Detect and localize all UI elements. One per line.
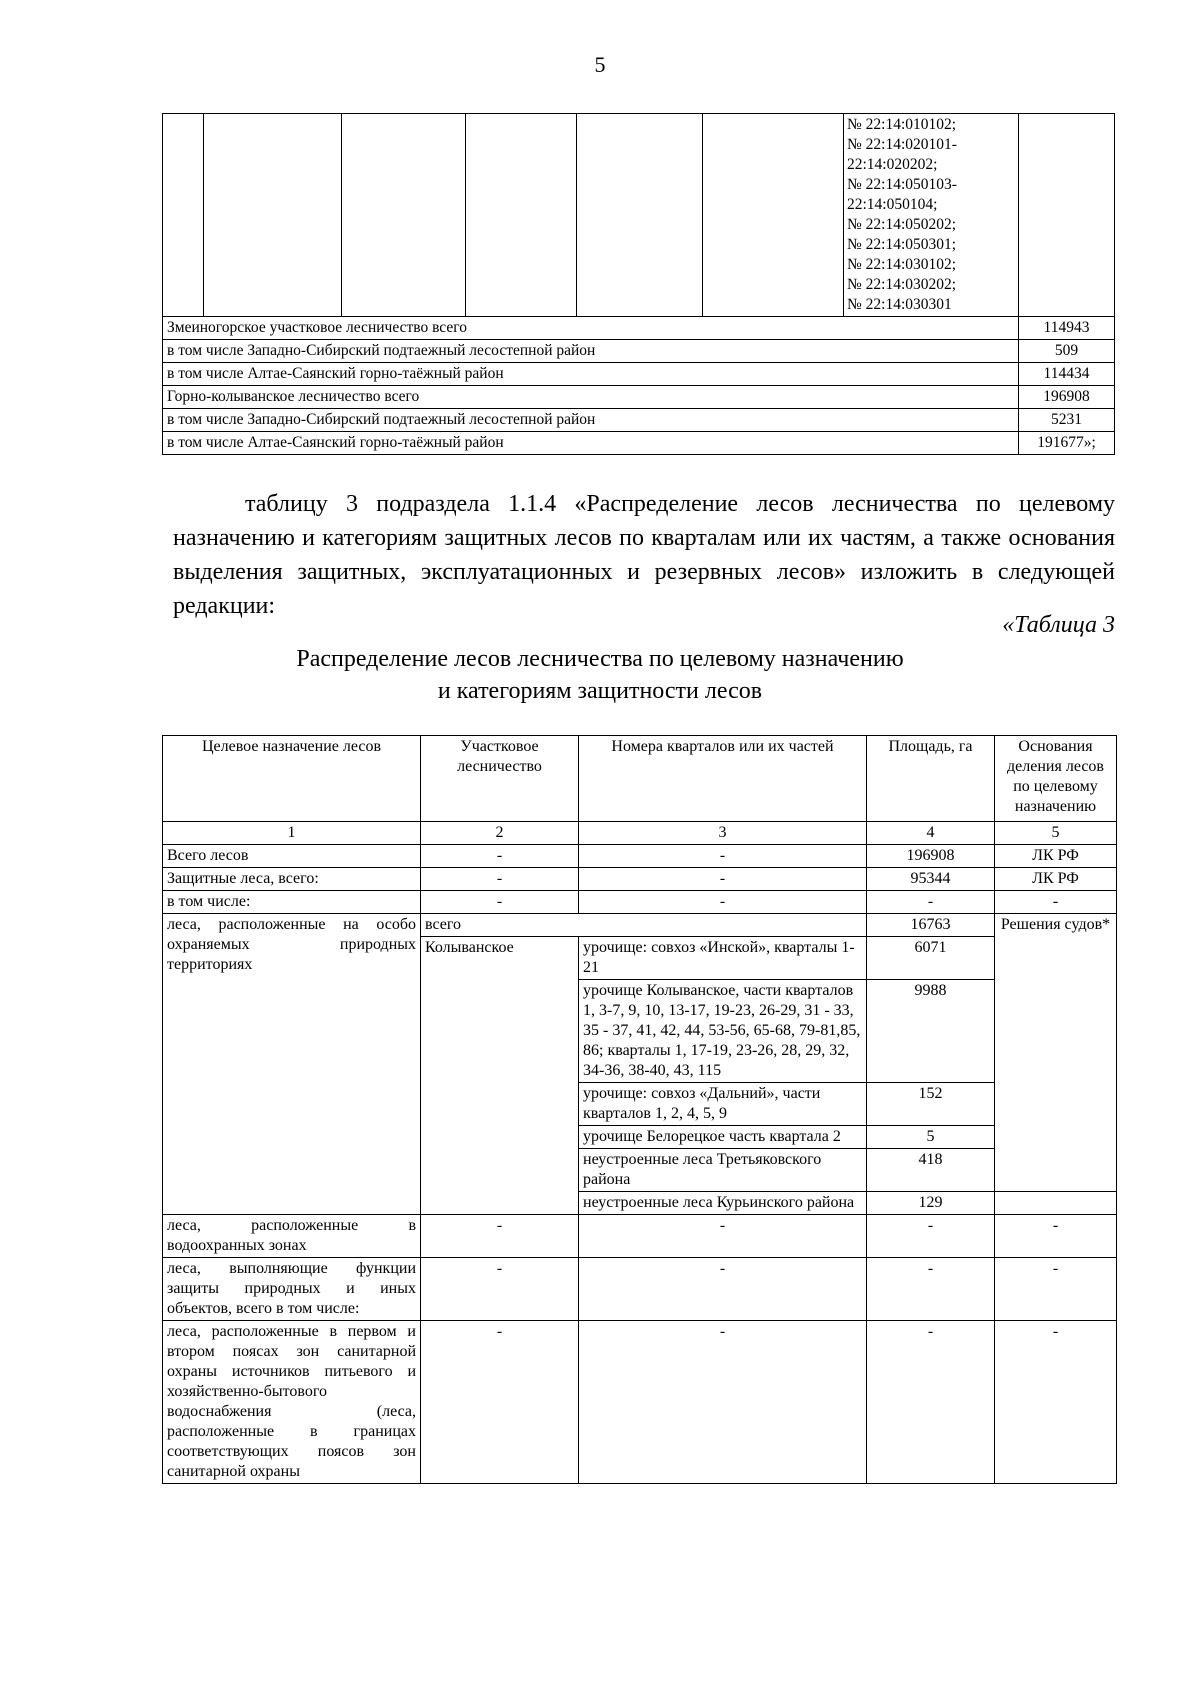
table-row	[163, 868, 1117, 891]
column-number: 2	[421, 822, 579, 845]
cell: -	[421, 891, 579, 914]
quarters-cell: урочище Колыванское, части кварталов 1, 3-7, 9, 10, 13-17, 19-23, 26-29, 31 - 33, 35 - 37, 41, 42, 44, 53-56, 65-68, 79-81,85, 86; кварталы 1, 17-19, 23-26, 28, 29, 32, 34-36, 38-40, 43, 115	[579, 980, 867, 1083]
quarters-cell: урочище: совхоз «Дальний», части кварталов 1, 2, 4, 5, 9	[579, 1083, 867, 1126]
cadastral-number: № 22:14:050301;	[847, 236, 957, 253]
cell: -	[421, 1215, 579, 1258]
column-number: 4	[867, 822, 995, 845]
column-header: Основания деления лесов по целевому назначению	[995, 736, 1117, 822]
area-cell: 6071	[867, 937, 995, 980]
table-row	[163, 432, 1115, 455]
basis-cell: ЛК РФ	[995, 868, 1117, 891]
table-row	[163, 340, 1115, 363]
table-row	[163, 891, 1117, 914]
cell: -	[421, 1258, 579, 1321]
summary-value: 114943	[1019, 317, 1115, 340]
summary-label: в том числе Алтае-Саянский горно-таёжный район	[163, 432, 1019, 455]
basis-cell: -	[995, 891, 1117, 914]
top-table	[162, 113, 1115, 455]
cadastral-number: № 22:14:030102;	[847, 256, 957, 273]
cadastral-number: № 22:14:020101-	[847, 136, 957, 153]
cell: -	[421, 868, 579, 891]
cadastral-number: № 22:14:050202;	[847, 216, 957, 233]
table-row	[163, 914, 1117, 937]
quarters-cell: неустроенные леса Третьяковского района	[579, 1149, 867, 1192]
cadastral-number: 22:14:020202;	[847, 156, 938, 173]
summary-label: в том числе Западно-Сибирский подтаежный лесостепной район	[163, 409, 1019, 432]
summary-value: 5231	[1019, 409, 1115, 432]
row-label: в том числе:	[163, 891, 421, 914]
total-label: всего	[421, 914, 867, 937]
quarters-cell: урочище: совхоз «Инской», кварталы 1-21	[579, 937, 867, 980]
area-cell: 5	[867, 1126, 995, 1149]
cell: -	[579, 868, 867, 891]
summary-value: 196908	[1019, 386, 1115, 409]
column-header: Номера кварталов или их частей	[579, 736, 867, 822]
row-label: леса, выполняющие функции защиты природных и иных объектов, всего в том числе:	[163, 1258, 421, 1321]
table-row	[163, 317, 1115, 340]
summary-value: 191677»;	[1019, 432, 1115, 455]
row-label: леса, расположенные на особо охраняемых природных территориях	[163, 914, 421, 1215]
table-row	[163, 114, 1115, 317]
table-row	[163, 409, 1115, 432]
row-label: леса, расположенные в первом и втором поясах зон санитарной охраны источников питьевого и хозяйственно-бытового водоснабжения (леса, расположенные в границах соответствующих поясов зон санитарной охраны	[163, 1321, 421, 1484]
area-cell: 152	[867, 1083, 995, 1126]
summary-label: в том числе Западно-Сибирский подтаежный лесостепной район	[163, 340, 1019, 363]
area-cell: 418	[867, 1149, 995, 1192]
table-row	[163, 1321, 1117, 1484]
area-cell: -	[867, 1258, 995, 1321]
column-number-row	[163, 822, 1117, 845]
forestry-cell: Колыванское	[421, 937, 579, 1215]
area-cell: 129	[867, 1192, 995, 1215]
cell: -	[579, 1258, 867, 1321]
basis-cell: ЛК РФ	[995, 845, 1117, 868]
quarters-cell: урочище Белорецкое часть квартала 2	[579, 1126, 867, 1149]
summary-value: 509	[1019, 340, 1115, 363]
area-cell: -	[867, 1215, 995, 1258]
column-number: 5	[995, 822, 1117, 845]
column-number: 3	[579, 822, 867, 845]
table-row	[163, 363, 1115, 386]
cell: -	[579, 845, 867, 868]
row-label: Всего лесов	[163, 845, 421, 868]
cell: -	[579, 1215, 867, 1258]
basis-cell: -	[995, 1215, 1117, 1258]
basis-cell: -	[995, 1258, 1117, 1321]
table-row	[163, 1215, 1117, 1258]
cadastral-number: № 22:14:030202;	[847, 276, 957, 293]
cadastral-number: № 22:14:010102;	[847, 116, 957, 133]
table-caption: «Таблица 3	[1002, 612, 1115, 638]
area-cell: 9988	[867, 980, 995, 1083]
table-title	[0, 643, 1200, 707]
basis-cell	[995, 1192, 1117, 1215]
basis-cell: -	[995, 1321, 1117, 1484]
summary-label: Змеиногорское участковое лесничество всего	[163, 317, 1019, 340]
table-title-line: Распределение лесов лесничества по целевому назначению	[296, 646, 904, 672]
column-header: Площадь, га	[867, 736, 995, 822]
area-cell: -	[867, 891, 995, 914]
main-table	[162, 735, 1117, 1484]
area-cell: -	[867, 1321, 995, 1484]
area-cell: 16763	[867, 914, 995, 937]
summary-label: в том числе Алтае-Саянский горно-таёжный район	[163, 363, 1019, 386]
basis-cell: Решения судов*	[995, 914, 1117, 1192]
cell: -	[421, 845, 579, 868]
table-title-line: и категориям защитности лесов	[437, 678, 763, 704]
row-label: Защитные леса, всего:	[163, 868, 421, 891]
area-cell: 196908	[867, 845, 995, 868]
cell: -	[579, 1321, 867, 1484]
column-number: 1	[163, 822, 421, 845]
table-row	[163, 845, 1117, 868]
summary-value: 114434	[1019, 363, 1115, 386]
cadastral-number: № 22:14:050103-	[847, 176, 957, 193]
cadastral-numbers-cell	[844, 114, 1019, 317]
cadastral-number: № 22:14:030301	[847, 296, 952, 313]
row-label: леса, расположенные в водоохранных зонах	[163, 1215, 421, 1258]
table-row	[163, 386, 1115, 409]
column-header: Целевое назначение лесов	[163, 736, 421, 822]
column-header: Участковое лесничество	[421, 736, 579, 822]
cell: -	[421, 1321, 579, 1484]
body-paragraph: таблицу 3 подраздела 1.1.4 «Распределение лесов лесничества по целевому назначению и категориям защитных лесов по кварталам или их частям, а также основания выделения защитных, эксплуатационных и резервных лесов» изложить в следующей редакции:	[173, 491, 1115, 619]
quarters-cell: неустроенные леса Курьинского района	[579, 1192, 867, 1215]
page-number: 5	[594, 52, 606, 77]
cadastral-number: 22:14:050104;	[847, 196, 938, 213]
summary-label: Горно-колыванское лесничество всего	[163, 386, 1019, 409]
area-cell: 95344	[867, 868, 995, 891]
header-row	[163, 736, 1117, 822]
cell: -	[579, 891, 867, 914]
table-row	[163, 1258, 1117, 1321]
